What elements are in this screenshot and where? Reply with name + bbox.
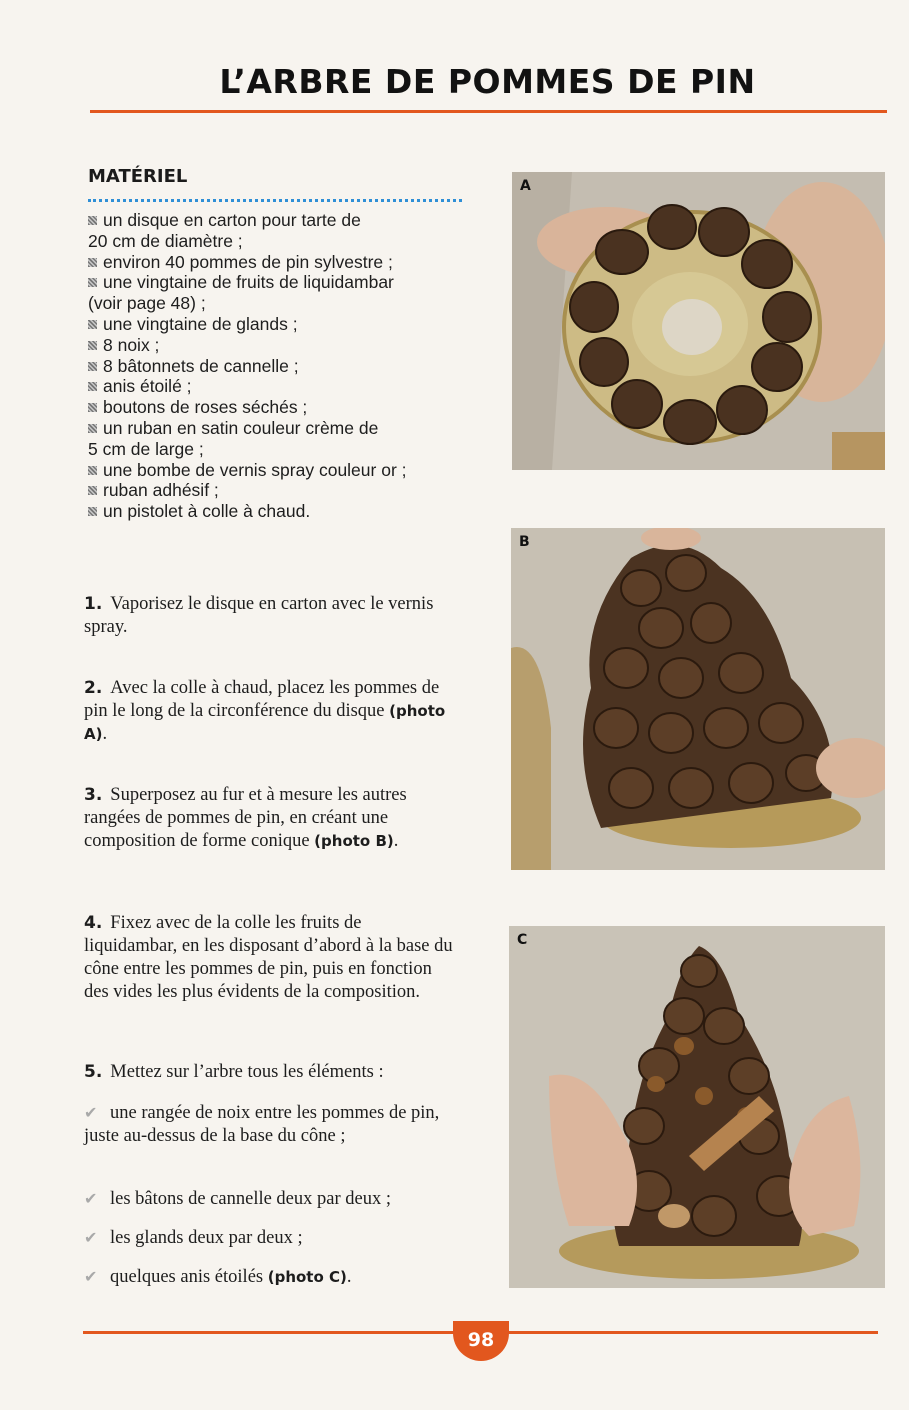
checkmark-icon: ✔ (84, 1228, 98, 1247)
checkmark-icon: ✔ (84, 1267, 98, 1286)
square-bullet-icon (88, 258, 97, 267)
checklist-item: ✔ une rangée de noix entre les pommes de pin, juste au-dessus de la base du cône ; (84, 1103, 440, 1146)
photo-b (511, 528, 885, 870)
list-item: 20 cm de diamètre ; (88, 230, 243, 251)
photo-label: C (517, 932, 528, 948)
checkmark-icon: ✔ (84, 1103, 98, 1122)
materials-list (88, 210, 473, 522)
photo-label: B (519, 534, 530, 550)
square-bullet-icon (88, 403, 97, 412)
checklist-item: ✔ quelques anis étoilés (photo C). (84, 1267, 352, 1287)
square-bullet-icon (88, 362, 97, 371)
list-item: une vingtaine de glands ; (88, 314, 473, 335)
list-item: ruban adhésif ; (88, 480, 473, 501)
square-bullet-icon (88, 278, 97, 287)
checkmark-icon: ✔ (84, 1189, 98, 1208)
list-item: 8 noix ; (88, 335, 473, 356)
list-item: une vingtaine de fruits de liquidambar (88, 272, 473, 293)
list-item: environ 40 pommes de pin sylvestre ; (88, 252, 473, 273)
step-5: 5. Mettez sur l’arbre tous les éléments : (84, 1062, 384, 1082)
photo-c (509, 926, 885, 1288)
checklist-item: ✔ les glands deux par deux ; (84, 1228, 303, 1248)
decorated-tree-image (509, 926, 885, 1288)
page-title: L’ARBRE DE POMMES DE PIN (219, 62, 756, 101)
page-number-badge: 98 (453, 1321, 509, 1361)
square-bullet-icon (88, 216, 97, 225)
step-1: 1. Vaporisez le disque en carton avec le vernis spray. (84, 594, 434, 637)
square-bullet-icon (88, 466, 97, 475)
photo-reference: (photo C) (267, 1268, 347, 1286)
square-bullet-icon (88, 341, 97, 350)
pine-cone-cone-image (511, 528, 885, 870)
step-4: 4. Fixez avec de la colle les fruits de liquidambar, en les disposant d’abord à la base du cône entre les pommes de pin, puis en fonction des vides les plus évidents de la composition. (84, 913, 453, 1002)
square-bullet-icon (88, 424, 97, 433)
square-bullet-icon (88, 507, 97, 516)
photo-reference: (photo A) (84, 702, 446, 743)
list-item: un disque en carton pour tarte de (88, 210, 473, 231)
list-item: 8 bâtonnets de cannelle ; (88, 356, 473, 377)
square-bullet-icon (88, 320, 97, 329)
step-3: 3. Superposez au fur et à mesure les autres rangées de pommes de pin, en créant une composition de forme conique (photo B). (84, 785, 407, 851)
list-item: un ruban en satin couleur crème de (88, 418, 473, 439)
dotted-divider (88, 199, 462, 202)
list-item: anis étoilé ; (88, 376, 473, 397)
photo-a (512, 172, 885, 470)
title-rule (90, 110, 887, 113)
list-item: un pistolet à colle à chaud. (88, 501, 473, 522)
checklist-item: ✔ les bâtons de cannelle deux par deux ; (84, 1189, 391, 1209)
materials-heading: MATÉRIEL (88, 166, 188, 187)
square-bullet-icon (88, 486, 97, 495)
list-item: boutons de roses séchés ; (88, 397, 473, 418)
photo-label: A (520, 178, 531, 194)
step-2: 2. Avec la colle à chaud, placez les pommes de pin le long de la circonférence du disque (photo A). (84, 678, 446, 744)
photo-reference: (photo B) (314, 832, 394, 850)
pine-cone-ring-image (512, 172, 885, 470)
square-bullet-icon (88, 382, 97, 391)
list-item: (voir page 48) ; (88, 293, 206, 314)
list-item: 5 cm de large ; (88, 438, 204, 459)
list-item: une bombe de vernis spray couleur or ; (88, 460, 473, 481)
